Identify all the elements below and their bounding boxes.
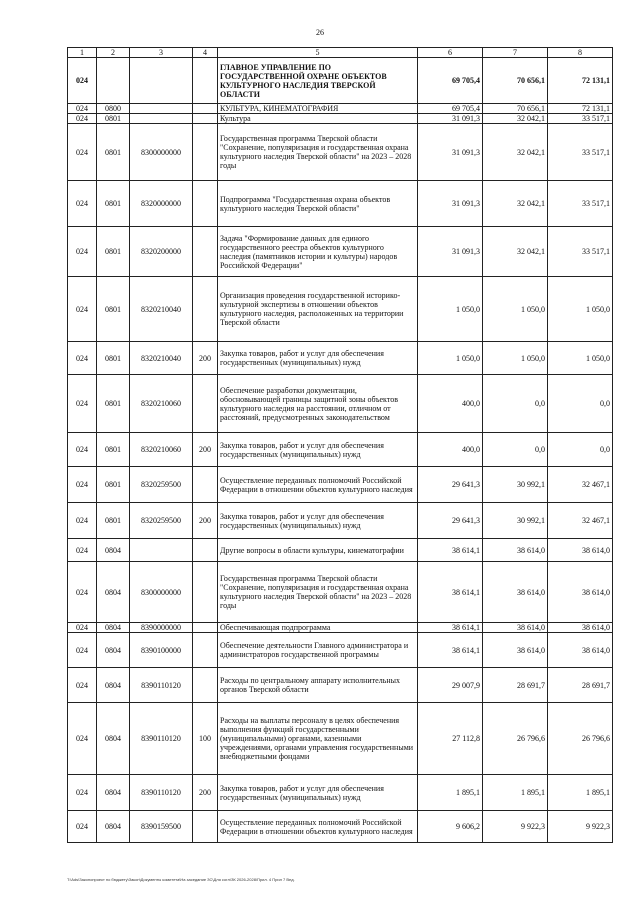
table-row <box>68 668 613 703</box>
cell-amount-2028: 33 517,1 <box>548 124 613 181</box>
cell-amount-2026: 31 091,3 <box>418 227 483 277</box>
table-row <box>68 775 613 811</box>
cell-description: Расходы по центральному аппарату исполнительных органов Тверской области <box>218 668 418 703</box>
cell-target-article: 8390110120 <box>130 775 193 811</box>
table-row <box>68 58 613 104</box>
table-row <box>68 703 613 775</box>
cell-description: Культура <box>218 114 418 124</box>
cell-amount-2027: 1 050,0 <box>483 342 548 375</box>
cell-amount-2027: 70 656,1 <box>483 58 548 104</box>
table-row <box>68 633 613 668</box>
cell-amount-2027: 38 614,0 <box>483 539 548 562</box>
cell-section: 0804 <box>97 539 130 562</box>
cell-target-article <box>130 114 193 124</box>
cell-amount-2026: 9 606,2 <box>418 811 483 843</box>
cell-description: Организация проведения государственной историко-культурной экспертизы в отношении объектов культурного наследия, расположенных на территории Тверской области <box>218 277 418 342</box>
cell-section: 0801 <box>97 342 130 375</box>
cell-section: 0804 <box>97 703 130 775</box>
cell-amount-2027: 0,0 <box>483 433 548 467</box>
cell-ministry: 024 <box>68 181 97 227</box>
cell-description: Осуществление переданных полномочий Российской Федерации в отношении объектов культурного наследия <box>218 467 418 503</box>
cell-amount-2026: 38 614,1 <box>418 633 483 668</box>
cell-description: Закупка товаров, работ и услуг для обеспечения государственных (муниципальных) нужд <box>218 433 418 467</box>
cell-ministry: 024 <box>68 775 97 811</box>
cell-ministry: 024 <box>68 539 97 562</box>
cell-amount-2027: 30 992,1 <box>483 467 548 503</box>
cell-amount-2028: 33 517,1 <box>548 181 613 227</box>
cell-description: Закупка товаров, работ и услуг для обеспечения государственных (муниципальных) нужд <box>218 342 418 375</box>
cell-description: Обеспечивающая подпрограмма <box>218 623 418 633</box>
cell-amount-2026: 38 614,1 <box>418 539 483 562</box>
page-number: 26 <box>316 28 324 37</box>
cell-amount-2026: 400,0 <box>418 433 483 467</box>
cell-amount-2027: 32 042,1 <box>483 227 548 277</box>
cell-amount-2027: 70 656,1 <box>483 104 548 114</box>
cell-amount-2026: 69 705,4 <box>418 58 483 104</box>
cell-expense-type <box>193 124 218 181</box>
cell-expense-type <box>193 114 218 124</box>
column-header: 2 <box>97 48 130 58</box>
cell-section: 0801 <box>97 433 130 467</box>
cell-amount-2026: 29 007,9 <box>418 668 483 703</box>
cell-expense-type <box>193 104 218 114</box>
cell-amount-2028: 38 614,0 <box>548 562 613 623</box>
cell-amount-2027: 1 895,1 <box>483 775 548 811</box>
table-header-row <box>68 48 613 58</box>
table-row <box>68 342 613 375</box>
cell-ministry: 024 <box>68 227 97 277</box>
cell-description: ГЛАВНОЕ УПРАВЛЕНИЕ ПО ГОСУДАРСТВЕННОЙ ОХРАНЕ ОБЪЕКТОВ КУЛЬТУРНОГО НАСЛЕДИЯ ТВЕРСКОЙ ОБЛАСТИ <box>218 58 418 104</box>
cell-section: 0804 <box>97 562 130 623</box>
cell-amount-2026: 38 614,1 <box>418 562 483 623</box>
cell-amount-2028: 0,0 <box>548 375 613 433</box>
cell-target-article: 8300000000 <box>130 124 193 181</box>
cell-amount-2026: 1 050,0 <box>418 277 483 342</box>
table-row <box>68 124 613 181</box>
cell-amount-2026: 27 112,8 <box>418 703 483 775</box>
cell-expense-type <box>193 227 218 277</box>
cell-amount-2026: 1 050,0 <box>418 342 483 375</box>
cell-description: Осуществление переданных полномочий Российской Федерации в отношении объектов культурного наследия <box>218 811 418 843</box>
cell-expense-type <box>193 375 218 433</box>
cell-target-article <box>130 539 193 562</box>
cell-expense-type: 200 <box>193 503 218 539</box>
cell-target-article: 8390000000 <box>130 623 193 633</box>
column-header: 7 <box>483 48 548 58</box>
column-header: 8 <box>548 48 613 58</box>
cell-amount-2027: 1 050,0 <box>483 277 548 342</box>
cell-ministry: 024 <box>68 342 97 375</box>
cell-target-article: 8320210060 <box>130 433 193 467</box>
cell-target-article: 8320000000 <box>130 181 193 227</box>
cell-amount-2026: 31 091,3 <box>418 181 483 227</box>
cell-description: Государственная программа Тверской области "Сохранение, популяризация и государственная охрана культурного наследия Тверской области" на 2023 – 2028 годы <box>218 124 418 181</box>
table-row <box>68 181 613 227</box>
cell-target-article <box>130 104 193 114</box>
cell-section: 0801 <box>97 227 130 277</box>
cell-amount-2027: 32 042,1 <box>483 181 548 227</box>
table-row <box>68 227 613 277</box>
cell-target-article: 8390110120 <box>130 703 193 775</box>
cell-description: Государственная программа Тверской области "Сохранение, популяризация и государственная охрана культурного наследия Тверской области" на 2023 – 2028 годы <box>218 562 418 623</box>
cell-expense-type: 200 <box>193 433 218 467</box>
cell-expense-type: 200 <box>193 342 218 375</box>
cell-section: 0801 <box>97 503 130 539</box>
cell-expense-type <box>193 633 218 668</box>
cell-section: 0801 <box>97 375 130 433</box>
cell-expense-type <box>193 539 218 562</box>
cell-section: 0804 <box>97 633 130 668</box>
cell-amount-2028: 9 922,3 <box>548 811 613 843</box>
table-row <box>68 623 613 633</box>
cell-target-article: 8320210040 <box>130 277 193 342</box>
table-row <box>68 277 613 342</box>
cell-ministry: 024 <box>68 277 97 342</box>
cell-description: Закупка товаров, работ и услуг для обеспечения государственных (муниципальных) нужд <box>218 503 418 539</box>
cell-amount-2026: 38 614,1 <box>418 623 483 633</box>
cell-ministry: 024 <box>68 375 97 433</box>
cell-amount-2028: 38 614,0 <box>548 539 613 562</box>
cell-amount-2027: 38 614,0 <box>483 623 548 633</box>
cell-section: 0804 <box>97 668 130 703</box>
cell-amount-2028: 1 050,0 <box>548 277 613 342</box>
cell-ministry: 024 <box>68 58 97 104</box>
cell-amount-2028: 38 614,0 <box>548 633 613 668</box>
cell-expense-type <box>193 811 218 843</box>
cell-description: Расходы на выплаты персоналу в целях обеспечения выполнения функций государственными (муниципальными) органами, казенными учреждениями, органами управления государственными внебюджетными фондами <box>218 703 418 775</box>
cell-ministry: 024 <box>68 503 97 539</box>
cell-section: 0804 <box>97 811 130 843</box>
cell-ministry: 024 <box>68 114 97 124</box>
cell-section: 0801 <box>97 124 130 181</box>
column-header: 3 <box>130 48 193 58</box>
cell-amount-2028: 1 895,1 <box>548 775 613 811</box>
cell-target-article: 8320259500 <box>130 503 193 539</box>
table-row <box>68 503 613 539</box>
cell-ministry: 024 <box>68 433 97 467</box>
cell-target-article <box>130 58 193 104</box>
cell-amount-2027: 38 614,0 <box>483 633 548 668</box>
cell-section: 0804 <box>97 775 130 811</box>
cell-description: КУЛЬТУРА, КИНЕМАТОГРАФИЯ <box>218 104 418 114</box>
cell-section: 0801 <box>97 467 130 503</box>
cell-amount-2027: 32 042,1 <box>483 124 548 181</box>
column-header: 1 <box>68 48 97 58</box>
cell-expense-type <box>193 58 218 104</box>
cell-section: 0800 <box>97 104 130 114</box>
cell-amount-2028: 33 517,1 <box>548 227 613 277</box>
cell-ministry: 024 <box>68 104 97 114</box>
column-header: 6 <box>418 48 483 58</box>
cell-amount-2026: 400,0 <box>418 375 483 433</box>
table-row <box>68 375 613 433</box>
cell-amount-2027: 30 992,1 <box>483 503 548 539</box>
cell-ministry: 024 <box>68 633 97 668</box>
cell-expense-type <box>193 181 218 227</box>
cell-description: Другие вопросы в области культуры, кинематографии <box>218 539 418 562</box>
cell-description: Обеспечение деятельности Главного администратора и администраторов государственной программы <box>218 633 418 668</box>
column-header: 4 <box>193 48 218 58</box>
cell-amount-2027: 0,0 <box>483 375 548 433</box>
cell-section: 0801 <box>97 114 130 124</box>
column-header: 5 <box>218 48 418 58</box>
cell-expense-type <box>193 467 218 503</box>
cell-amount-2028: 26 796,6 <box>548 703 613 775</box>
table-row <box>68 562 613 623</box>
table-row <box>68 114 613 124</box>
cell-amount-2028: 38 614,0 <box>548 623 613 633</box>
cell-amount-2028: 72 131,1 <box>548 104 613 114</box>
cell-ministry: 024 <box>68 124 97 181</box>
cell-expense-type <box>193 623 218 633</box>
file-path-footer: T:\Ads\Законопроект по бюджету\Закон\Документы комитета\На заседание ЗС\Для согл\ЗК 2026-2028\Прил. 4 Прил 7 Вед. <box>67 877 295 882</box>
cell-expense-type <box>193 277 218 342</box>
cell-target-article: 8320210060 <box>130 375 193 433</box>
cell-amount-2026: 31 091,3 <box>418 114 483 124</box>
cell-section <box>97 58 130 104</box>
cell-section: 0801 <box>97 181 130 227</box>
cell-target-article: 8390110120 <box>130 668 193 703</box>
cell-description: Подпрограмма "Государственная охрана объектов культурного наследия Тверской области" <box>218 181 418 227</box>
cell-section: 0801 <box>97 277 130 342</box>
table-row <box>68 811 613 843</box>
cell-target-article: 8300000000 <box>130 562 193 623</box>
cell-amount-2028: 32 467,1 <box>548 503 613 539</box>
cell-amount-2028: 28 691,7 <box>548 668 613 703</box>
cell-amount-2026: 31 091,3 <box>418 124 483 181</box>
cell-amount-2026: 29 641,3 <box>418 467 483 503</box>
cell-target-article: 8320210040 <box>130 342 193 375</box>
cell-amount-2028: 33 517,1 <box>548 114 613 124</box>
cell-ministry: 024 <box>68 668 97 703</box>
cell-amount-2028: 32 467,1 <box>548 467 613 503</box>
cell-ministry: 024 <box>68 562 97 623</box>
cell-ministry: 024 <box>68 623 97 633</box>
table-row <box>68 104 613 114</box>
cell-section: 0804 <box>97 623 130 633</box>
cell-target-article: 8390100000 <box>130 633 193 668</box>
cell-expense-type <box>193 562 218 623</box>
cell-amount-2027: 9 922,3 <box>483 811 548 843</box>
cell-amount-2027: 32 042,1 <box>483 114 548 124</box>
budget-table <box>67 47 613 843</box>
cell-expense-type: 100 <box>193 703 218 775</box>
cell-expense-type: 200 <box>193 775 218 811</box>
cell-target-article: 8390159500 <box>130 811 193 843</box>
cell-amount-2028: 0,0 <box>548 433 613 467</box>
cell-amount-2026: 29 641,3 <box>418 503 483 539</box>
cell-amount-2028: 72 131,1 <box>548 58 613 104</box>
cell-description: Обеспечение разработки документации, обосновывающей границы защитной зоны объектов культурного наследия на расстоянии, отличном от расстояний, предусмотренных законодательством <box>218 375 418 433</box>
cell-amount-2026: 1 895,1 <box>418 775 483 811</box>
cell-expense-type <box>193 668 218 703</box>
table-row <box>68 433 613 467</box>
cell-amount-2027: 38 614,0 <box>483 562 548 623</box>
cell-ministry: 024 <box>68 703 97 775</box>
cell-amount-2026: 69 705,4 <box>418 104 483 114</box>
table-row <box>68 539 613 562</box>
table-body <box>68 58 613 843</box>
table-row <box>68 467 613 503</box>
cell-target-article: 8320200000 <box>130 227 193 277</box>
cell-ministry: 024 <box>68 811 97 843</box>
cell-amount-2027: 28 691,7 <box>483 668 548 703</box>
cell-amount-2028: 1 050,0 <box>548 342 613 375</box>
cell-target-article: 8320259500 <box>130 467 193 503</box>
cell-amount-2027: 26 796,6 <box>483 703 548 775</box>
cell-description: Задача "Формирование данных для единого государственного реестра объектов культурного наследия (памятников истории и культуры) народов Российской Федерации" <box>218 227 418 277</box>
cell-ministry: 024 <box>68 467 97 503</box>
cell-description: Закупка товаров, работ и услуг для обеспечения государственных (муниципальных) нужд <box>218 775 418 811</box>
